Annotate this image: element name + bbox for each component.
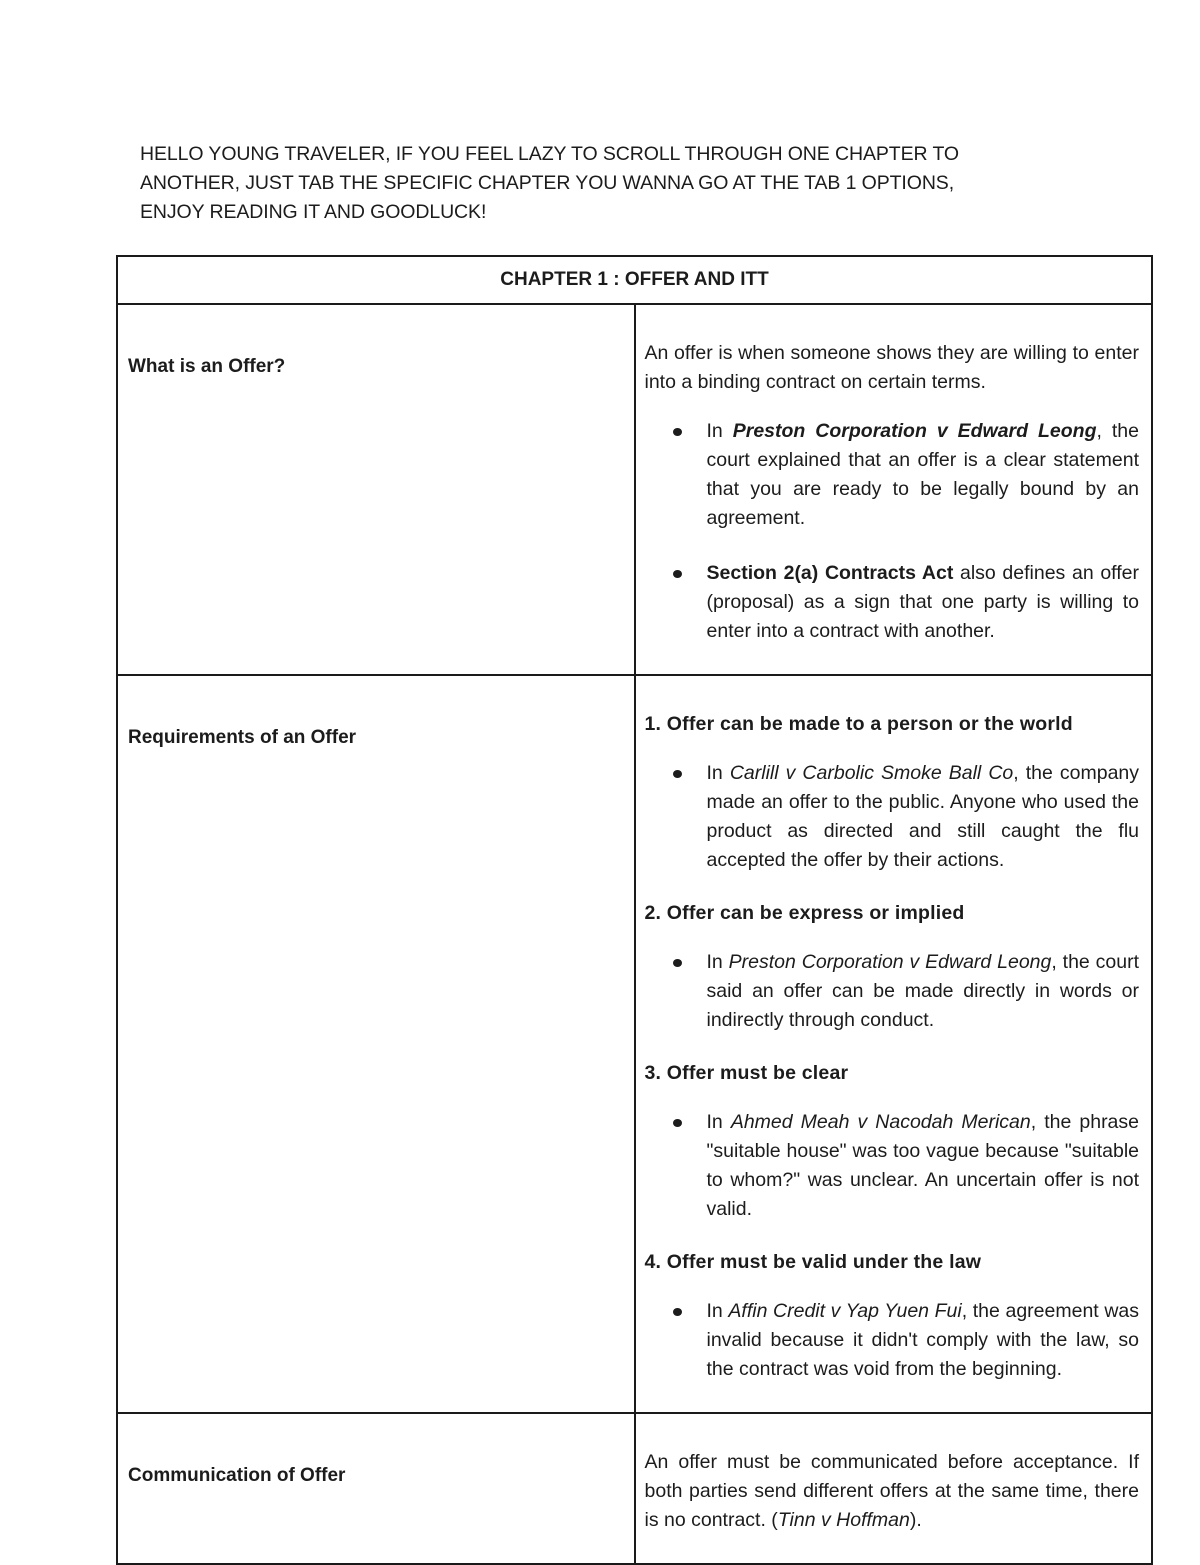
- case-name: Ahmed Meah v Nacodah Merican: [730, 1111, 1031, 1133]
- bullet-list: [645, 1297, 1140, 1384]
- chapter-title: CHAPTER 1 : OFFER AND ITT: [117, 256, 1152, 304]
- statute-name: Section 2(a) Contracts Act: [706, 562, 954, 584]
- bullet-icon: [673, 428, 682, 436]
- bullet-prefix: In: [706, 762, 730, 784]
- list-item: [707, 1108, 1140, 1224]
- list-item: [707, 417, 1140, 533]
- intro-line: ENJOY READING IT AND GOODLUCK!: [140, 201, 487, 223]
- bullet-prefix: In: [706, 951, 729, 973]
- section-heading: 1. Offer can be made to a person or the world: [644, 713, 1073, 735]
- bullet-icon: [673, 1119, 682, 1127]
- case-name: Tinn v Hoffman: [777, 1509, 910, 1531]
- bullet-icon: [673, 1308, 682, 1316]
- intro-line: HELLO YOUNG TRAVELER, IF YOU FEEL LAZY TO SCROLL THROUGH ONE CHAPTER TO: [140, 143, 959, 165]
- section-heading: 4. Offer must be valid under the law: [644, 1251, 982, 1273]
- bullet-text: , the phrase "suitable house" was too vague because "suitable to whom?" was unclear. An uncertain offer is not valid.: [706, 1111, 1139, 1220]
- bullet-prefix: In: [706, 420, 733, 442]
- bullet-text: also defines an offer (proposal) as a sign that one party is willing to enter into a contract with another.: [706, 562, 1139, 642]
- list-item: [707, 759, 1140, 875]
- bullet-text: , the company made an offer to the public. Anyone who used the product as directed and still caught the flu accepted the offer by their actions.: [706, 762, 1140, 871]
- intro-note: [140, 140, 1080, 227]
- bullet-icon: [673, 770, 682, 778]
- bullet-text: , the court said an offer can be made directly in words or indirectly through conduct.: [706, 951, 1140, 1031]
- bullet-icon: [673, 959, 682, 967]
- bullet-text: , the agreement was invalid because it didn't comply with the law, so the contract was void from the beginning.: [706, 1300, 1139, 1380]
- case-name: Affin Credit v Yap Yuen Fui: [728, 1300, 962, 1322]
- bullet-list: [645, 1108, 1140, 1224]
- intro-line: ANOTHER, JUST TAB THE SPECIFIC CHAPTER YOU WANNA GO AT THE TAB 1 OPTIONS,: [140, 172, 955, 194]
- bullet-list: [645, 948, 1140, 1035]
- row-label: Requirements of an Offer: [117, 675, 635, 1413]
- list-item: [707, 559, 1140, 646]
- bullet-list: [645, 759, 1140, 875]
- bullet-text: , the court explained that an offer is a clear statement that you are ready to be legally bound by an agreement.: [706, 420, 1139, 529]
- section-heading: 2. Offer can be express or implied: [644, 902, 965, 924]
- bullet-prefix: In: [706, 1300, 729, 1322]
- bullet-prefix: In: [706, 1111, 731, 1133]
- row-content: [635, 304, 1153, 675]
- case-name: Preston Corporation v Edward Leong: [728, 951, 1052, 973]
- communication-text: [645, 1448, 1140, 1535]
- table-row: [117, 675, 1152, 1413]
- row-content: [635, 1413, 1153, 1564]
- chapter-table: [116, 255, 1153, 1565]
- row-label: Communication of Offer: [117, 1413, 635, 1564]
- body-text: ).: [909, 1509, 922, 1531]
- table-row: [117, 1413, 1152, 1564]
- section-heading: 3. Offer must be clear: [644, 1062, 849, 1084]
- row-content: [635, 675, 1153, 1413]
- chapter-title-row: [117, 256, 1152, 304]
- row-label: What is an Offer?: [117, 304, 635, 675]
- bullet-icon: [673, 570, 682, 578]
- body-text: An offer must be communicated before acceptance. If both parties send different offers at the same time, there is no contract. (: [644, 1451, 1139, 1531]
- list-item: [707, 1297, 1140, 1384]
- case-name: Carlill v Carbolic Smoke Ball Co: [729, 762, 1014, 784]
- list-item: [707, 948, 1140, 1035]
- definition-text: An offer is when someone shows they are willing to enter into a binding contract on certain terms.: [644, 342, 1139, 393]
- bullet-list: [645, 417, 1140, 646]
- case-name: Preston Corporation v Edward Leong: [732, 420, 1097, 442]
- table-row: [117, 304, 1152, 675]
